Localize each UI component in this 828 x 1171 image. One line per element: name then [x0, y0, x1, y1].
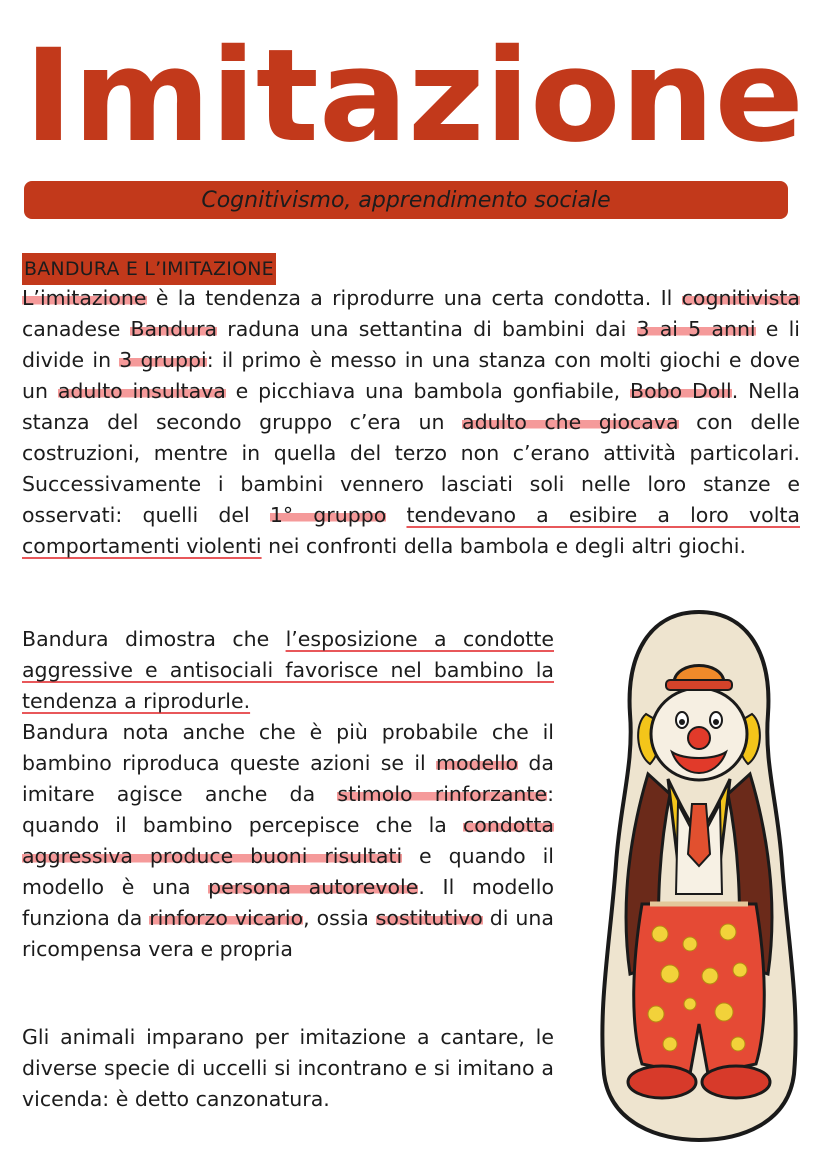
- highlight-term: adulto insultava: [57, 379, 226, 403]
- highlight-term: 1° gruppo: [269, 503, 387, 527]
- paragraph-animals: [22, 1022, 554, 1115]
- text-span: canadese: [22, 317, 131, 341]
- text-span: [386, 503, 406, 527]
- paragraph-experiment: [22, 283, 800, 562]
- highlight-term: stimolo rinforzante: [337, 782, 548, 806]
- underlined-phrase: tendevano a esibire a loro volta comportamenti violenti: [22, 503, 800, 558]
- highlight-term: 3 gruppi: [119, 348, 207, 372]
- highlight-term: sostitutivo: [375, 906, 483, 930]
- text-span: da imitare agisce anche da: [22, 751, 554, 806]
- subtitle-banner: [24, 181, 788, 219]
- highlight-term: adulto che giocava: [462, 410, 679, 434]
- text-span: : il primo è messo in una stanza con molti giochi e dove un: [22, 348, 800, 403]
- page-title: [0, 22, 828, 162]
- text-span: , ossia: [303, 906, 376, 930]
- highlight-term: modello: [436, 751, 519, 775]
- text-span: Bandura dimostra che: [22, 627, 286, 651]
- text-span: e quando il modello è una: [22, 844, 554, 899]
- highlight-term: cognitivista: [681, 286, 800, 310]
- text-span: e li divide in: [22, 317, 800, 372]
- text-span: Bandura nota anche che è più probabile che il bambino riproduca queste azioni se il: [22, 720, 554, 775]
- highlight-term: Bobo Doll: [630, 379, 732, 403]
- paragraph-animals-text: Gli animali imparano per imitazione a cantare, le diverse specie di uccelli si incontrano e si imitano a vicenda: è detto canzonatura.: [22, 1025, 554, 1111]
- highlight-term: 3 ai 5 anni: [636, 317, 756, 341]
- highlight-term: rinforzo vicario: [149, 906, 304, 930]
- text-span: con delle costruzioni, mentre in quella del terzo non c’erano attività particolari. Successivamente i bambini vennero lasciati soli nelle loro stanze e osservati: quelli del: [22, 410, 801, 527]
- section-heading: BANDURA E L’IMITAZIONE: [22, 253, 276, 285]
- bobo-doll-clown-illustration: [590, 604, 808, 1144]
- highlight-term: condotta aggressiva produce buoni risultati: [22, 813, 554, 868]
- paragraph-findings: [22, 624, 554, 965]
- text-span: : quando il bambino percepisce che la: [22, 782, 554, 837]
- text-span: raduna una settantina di bambini dai: [217, 317, 637, 341]
- highlight-term: persona autorevole: [208, 875, 419, 899]
- text-span: . Nella stanza del secondo gruppo c’era un: [22, 379, 800, 434]
- subtitle-text: Cognitivismo, apprendimento sociale: [201, 187, 611, 213]
- text-span: di una ricompensa vera e propria: [22, 906, 554, 961]
- text-span: e picchiava una bambola gonfiabile,: [225, 379, 631, 403]
- underlined-phrase: l’esposizione a condotte aggressive e antisociali favorisce nel bambino la tendenza a riprodurle.: [22, 627, 554, 713]
- highlight-term: Bandura: [130, 317, 218, 341]
- highlight-term: L’imitazione: [22, 286, 147, 310]
- page-title-text: Imitazione: [24, 22, 804, 162]
- text-span: è la tendenza a riprodurre una certa condotta. Il: [146, 286, 682, 310]
- text-span: . Il modello funziona da: [22, 875, 554, 930]
- text-span: nei confronti della bambola e degli altri giochi.: [261, 534, 747, 558]
